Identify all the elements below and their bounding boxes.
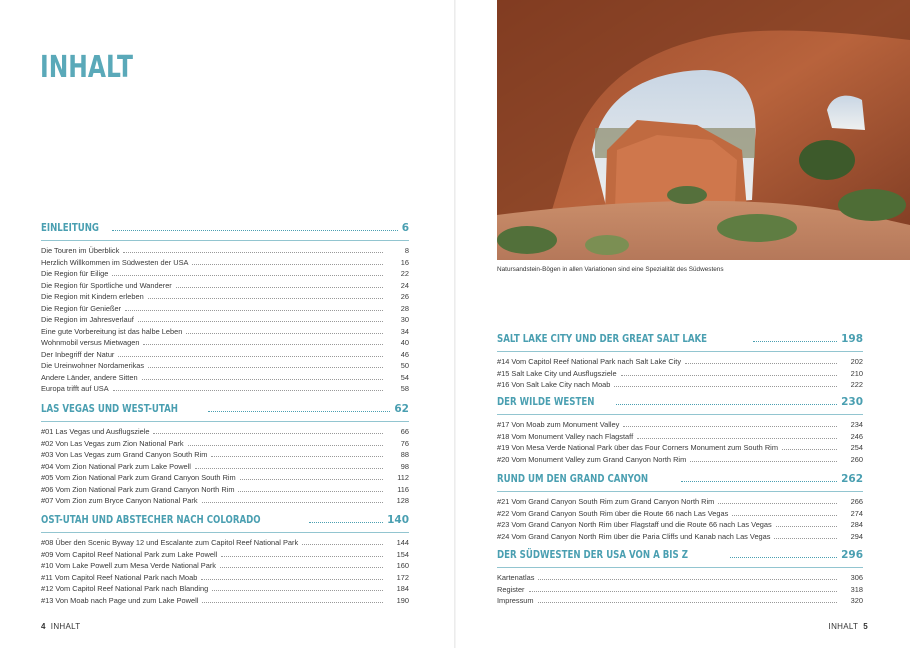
toc-entry[interactable] [41, 326, 409, 338]
entry-page-number: 76 [400, 438, 409, 448]
leader-dots [153, 433, 383, 434]
entry-title: Europa trifft auf USA [41, 384, 109, 393]
toc-section [497, 396, 863, 465]
section-heading[interactable] [497, 396, 863, 409]
toc-entry[interactable] [41, 372, 409, 384]
section-rule [41, 421, 409, 422]
entry-title: Impressum [497, 596, 534, 605]
entry-title: Herzlich Willkommen im Südwesten der USA [41, 257, 189, 267]
section-rule [497, 567, 863, 568]
running-head: INHALT [50, 622, 81, 631]
toc-entry[interactable] [497, 519, 863, 531]
toc-entry[interactable] [41, 257, 409, 269]
entry-page-number: 266 [850, 497, 863, 506]
entry-title: #18 Vom Monument Valley nach Flagstaff [497, 431, 634, 441]
toc-entry[interactable] [497, 496, 863, 508]
leader-dots [623, 426, 837, 427]
leader-dots [188, 445, 383, 446]
section-heading[interactable] [497, 473, 863, 486]
toc-entry[interactable] [41, 280, 409, 292]
right-page [455, 0, 910, 648]
section-page-number: 140 [387, 514, 409, 526]
entry-page-number: 246 [850, 431, 863, 441]
entry-page-number: 184 [396, 584, 409, 593]
entry-title: Wohnmobil versus Mietwagen [41, 338, 140, 347]
toc-section [497, 473, 863, 542]
leader-dots [123, 252, 383, 253]
leader-dots [221, 556, 383, 557]
leader-dots [240, 479, 383, 480]
leader-dots [238, 491, 383, 492]
section-page-number: 262 [841, 473, 863, 485]
toc-entry[interactable] [497, 454, 863, 466]
section-rule [497, 351, 863, 352]
entry-title: #12 Vom Capitol Reef National Park nach Blanding [41, 584, 209, 593]
section-title: DER SÜDWESTEN DER USA VON A BIS Z [497, 549, 688, 561]
entry-title: Der Inbegriff der Natur [41, 349, 115, 359]
entry-title: #24 Vom Grand Canyon North Rim über die Paria Cliffs und Kanab nach Las Vegas [497, 531, 771, 541]
toc-entry[interactable] [41, 549, 409, 561]
entry-title: #01 Las Vegas und Ausflugsziele [41, 427, 150, 436]
leader-dots [148, 367, 383, 368]
entry-title: Die Touren im Überblick [41, 246, 120, 255]
entry-page-number: 98 [400, 461, 409, 471]
leader-dots [753, 341, 837, 342]
leader-dots [148, 298, 383, 299]
toc-entry[interactable] [41, 360, 409, 372]
entry-page-number: 24 [400, 280, 409, 290]
entry-title: #05 Vom Zion National Park zum Grand Canyon South Rim [41, 473, 236, 482]
toc-entry[interactable] [497, 442, 863, 454]
entry-page-number: 128 [396, 496, 409, 505]
entry-title: #20 Vom Monument Valley zum Grand Canyon North Rim [497, 454, 687, 464]
section-title: SALT LAKE CITY UND DER GREAT SALT LAKE [497, 333, 708, 345]
leader-dots [112, 275, 383, 276]
leader-dots [201, 579, 383, 580]
toc-entry[interactable] [41, 291, 409, 303]
leader-dots [143, 344, 383, 345]
entry-title: #07 Vom Zion zum Bryce Canyon National Park [41, 496, 198, 505]
entry-title: #21 Vom Grand Canyon South Rim zum Grand Canyon North Rim [497, 497, 715, 506]
section-title: EINLEITUNG [41, 222, 100, 234]
toc-entry[interactable] [41, 537, 409, 549]
entry-title: #14 Vom Capitol Reef National Park nach Salt Lake City [497, 357, 682, 366]
toc-entry[interactable] [497, 356, 863, 368]
leader-dots [202, 602, 383, 603]
entry-page-number: 26 [400, 292, 409, 301]
page-title: INHALT [40, 50, 133, 85]
entry-title: Die Region für Sportliche und Wanderer [41, 280, 172, 290]
leader-dots [776, 526, 837, 527]
entry-title: #03 Von Las Vegas zum Grand Canyon South Rim [41, 450, 208, 459]
toc-entry[interactable] [41, 268, 409, 280]
entry-title: #16 Von Salt Lake City nach Moab [497, 380, 611, 389]
entry-page-number: 160 [396, 561, 409, 570]
entry-title: Die Region im Jahresverlauf [41, 315, 134, 324]
entry-page-number: 318 [850, 584, 863, 594]
toc-entry[interactable] [41, 349, 409, 361]
entry-title: Register [497, 584, 525, 594]
entry-page-number: 144 [396, 538, 409, 547]
section-title: OST-UTAH UND ABSTECHER NACH COLORADO [41, 514, 261, 526]
entry-page-number: 34 [400, 326, 409, 336]
entry-title: #23 Vom Grand Canyon North Rim über Flagstaff und die Route 66 nach Las Vegas [497, 520, 772, 529]
entry-page-number: 260 [850, 454, 863, 464]
entry-title: #09 Vom Capitol Reef National Park zum Lake Powell [41, 549, 218, 559]
entry-title: Andere Länder, andere Sitten [41, 372, 138, 382]
toc-entry[interactable] [41, 449, 409, 461]
toc-entry[interactable] [497, 531, 863, 543]
entry-page-number: 88 [400, 450, 409, 459]
entry-page-number: 40 [400, 338, 409, 347]
leader-dots [637, 438, 837, 439]
page-footer-left [41, 622, 80, 631]
toc-entry[interactable] [41, 438, 409, 450]
entry-page-number: 116 [397, 484, 409, 494]
toc-entry[interactable] [41, 484, 409, 496]
leader-dots [730, 557, 837, 558]
section-rule [41, 532, 409, 533]
entry-page-number: 66 [400, 427, 409, 436]
leader-dots [186, 333, 383, 334]
section-title: RUND UM DEN GRAND CANYON [497, 473, 649, 485]
section-rule [497, 491, 863, 492]
entry-title: Eine gute Vorbereitung ist das halbe Leben [41, 326, 183, 336]
leader-dots [718, 503, 837, 504]
page-number: 4 [41, 622, 46, 631]
page-number: 5 [863, 622, 868, 631]
toc-entry[interactable] [41, 572, 409, 584]
entry-title: #15 Salt Lake City und Ausflugsziele [497, 368, 617, 378]
leader-dots [538, 579, 837, 580]
section-heading[interactable] [497, 333, 863, 346]
entry-title: #06 Vom Zion National Park zum Grand Canyon North Rim [41, 484, 235, 494]
section-page-number: 296 [841, 549, 863, 561]
toc-entry[interactable] [41, 303, 409, 315]
entry-title: Die Ureinwohner Nordamerikas [41, 361, 145, 370]
section-rule [497, 414, 863, 415]
entry-title: #22 Vom Grand Canyon South Rim über die Route 66 nach Las Vegas [497, 508, 729, 518]
section-title: DER WILDE WESTEN [497, 396, 595, 408]
entry-page-number: 190 [396, 595, 409, 605]
leader-dots [211, 456, 383, 457]
entry-page-number: 254 [850, 443, 863, 452]
leader-dots [195, 468, 383, 469]
entry-page-number: 154 [396, 549, 409, 559]
entry-title: Die Region mit Kindern erleben [41, 292, 144, 301]
entry-page-number: 274 [850, 508, 863, 518]
entry-page-number: 22 [400, 269, 409, 278]
entry-title: #13 Von Moab nach Page und zum Lake Powell [41, 595, 199, 605]
leader-dots [302, 544, 383, 545]
entry-title: #19 Von Mesa Verde National Park über das Four Corners Monument zum South Rim [497, 443, 778, 452]
running-head: INHALT [828, 622, 859, 631]
toc-section [497, 549, 863, 607]
section-title: LAS VEGAS UND WEST-UTAH [41, 403, 178, 415]
entry-page-number: 8 [404, 246, 409, 255]
leader-dots [690, 461, 837, 462]
entry-page-number: 16 [400, 257, 409, 267]
leader-dots [192, 264, 383, 265]
entry-page-number: 172 [396, 572, 409, 582]
section-heading[interactable] [41, 222, 409, 235]
entry-page-number: 284 [850, 520, 863, 529]
toc-entry[interactable] [41, 560, 409, 572]
entry-title: #11 Vom Capitol Reef National Park nach Moab [41, 572, 198, 582]
photo-caption: Natursandstein-Bögen in allen Variationen sind eine Spezialität des Südwestens [497, 266, 724, 273]
toc-entry[interactable] [41, 337, 409, 349]
toc-entry[interactable] [41, 583, 409, 595]
toc-entry[interactable] [497, 595, 863, 607]
page-footer-right [829, 622, 868, 631]
entry-page-number: 222 [850, 380, 863, 389]
entry-page-number: 28 [400, 303, 409, 313]
toc-entry[interactable] [497, 584, 863, 596]
leader-dots [176, 287, 383, 288]
toc-entry[interactable] [41, 314, 409, 326]
entry-page-number: 234 [850, 420, 863, 429]
leader-dots [125, 310, 383, 311]
entry-title: Die Region für Eilige [41, 269, 109, 278]
leader-dots [142, 379, 383, 380]
toc-section [41, 514, 409, 606]
section-page-number: 198 [841, 333, 863, 345]
entry-page-number: 294 [850, 531, 863, 541]
toc-entry[interactable] [497, 431, 863, 443]
leader-dots [202, 502, 383, 503]
toc-entry[interactable] [497, 419, 863, 431]
leader-dots [538, 602, 837, 603]
leader-dots [774, 538, 837, 539]
toc-section [41, 222, 409, 395]
arch-photo [497, 0, 910, 260]
toc-entry[interactable] [41, 245, 409, 257]
leader-dots [616, 404, 837, 405]
entry-title: #08 Über den Scenic Byway 12 und Escalante zum Capitol Reef National Park [41, 538, 299, 547]
section-heading[interactable] [497, 549, 863, 562]
section-heading[interactable] [41, 403, 409, 416]
leader-dots [138, 321, 383, 322]
entry-page-number: 46 [400, 349, 409, 359]
toc-entry[interactable] [41, 461, 409, 473]
entry-page-number: 30 [400, 315, 409, 324]
entry-page-number: 202 [850, 357, 863, 366]
entry-title: Kartenatlas [497, 573, 535, 582]
toc-entry[interactable] [497, 379, 863, 391]
entry-title: #10 Vom Lake Powell zum Mesa Verde National Park [41, 561, 217, 570]
entry-page-number: 54 [400, 372, 409, 382]
toc-entry[interactable] [41, 595, 409, 607]
toc-section [497, 333, 863, 391]
entry-page-number: 306 [850, 573, 863, 582]
entry-title: #17 Von Moab zum Monument Valley [497, 420, 620, 429]
toc-entry[interactable] [497, 368, 863, 380]
toc-entry[interactable] [41, 495, 409, 507]
toc-entry[interactable] [497, 508, 863, 520]
leader-dots [212, 590, 383, 591]
leader-dots [614, 386, 837, 387]
toc-section [41, 403, 409, 507]
leader-dots [529, 591, 837, 592]
toc-entry[interactable] [41, 426, 409, 438]
leader-dots [208, 411, 390, 412]
leader-dots [113, 390, 383, 391]
leader-dots [732, 515, 837, 516]
entry-page-number: 210 [850, 368, 863, 378]
toc-entry[interactable] [41, 383, 409, 395]
leader-dots [782, 449, 837, 450]
section-rule [41, 240, 409, 241]
leader-dots [681, 481, 837, 482]
section-page-number: 230 [841, 396, 863, 408]
entry-page-number: 58 [400, 384, 409, 393]
leader-dots [220, 567, 383, 568]
section-page-number: 6 [401, 222, 409, 234]
toc-entry[interactable] [497, 572, 863, 584]
toc-entry[interactable] [41, 472, 409, 484]
leader-dots [112, 230, 398, 231]
leader-dots [309, 522, 383, 523]
leader-dots [685, 363, 837, 364]
section-heading[interactable] [41, 514, 409, 527]
entry-title: Die Region für Genießer [41, 303, 122, 313]
section-page-number: 62 [394, 403, 409, 415]
entry-page-number: 320 [850, 596, 863, 605]
leader-dots [118, 356, 383, 357]
entry-page-number: 112 [397, 473, 409, 482]
entry-page-number: 50 [400, 361, 409, 370]
leader-dots [621, 375, 837, 376]
entry-title: #02 Von Las Vegas zum Zion National Park [41, 438, 184, 448]
entry-title: #04 Vom Zion National Park zum Lake Powell [41, 461, 191, 471]
